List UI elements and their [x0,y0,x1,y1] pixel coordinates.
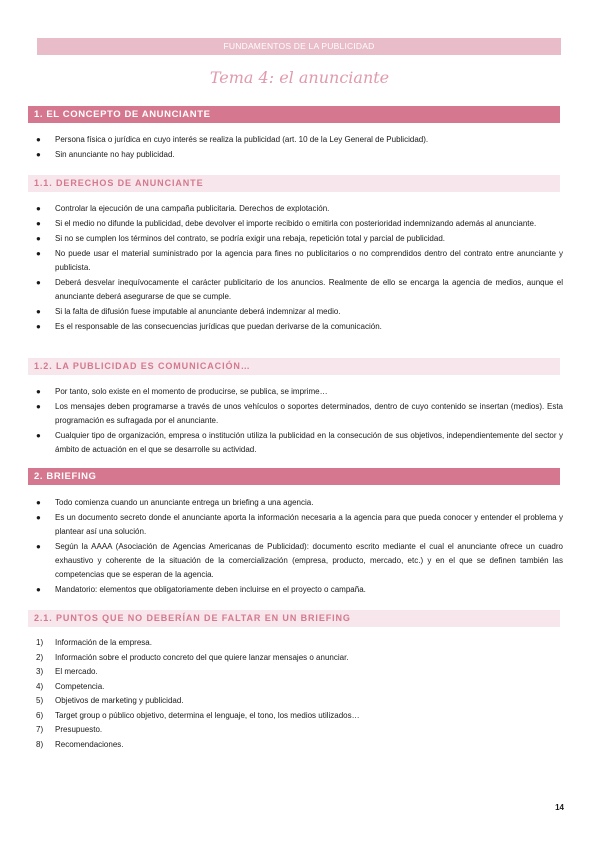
bullet-icon: ● [36,542,41,551]
list-item [36,723,563,738]
list-item-text: Si el medio no difunde la publicidad, debe devolver el importe recibido o emitirla con posterioridad indemnizando además al anunciante. [55,219,537,228]
list-item [36,583,563,597]
list-item-text: Persona física o jurídica en cuyo interés se realiza la publicidad (art. 10 de la Ley General de Publicidad). [55,135,429,144]
bullet-icon: ● [36,585,41,594]
list-item [36,385,563,399]
list-item-text: Todo comienza cuando un anunciante entrega un briefing a una agencia. [55,498,314,507]
bullet-list-briefing [36,496,563,598]
list-item [36,276,563,304]
list-item-text: Deberá desvelar inequívocamente el carácter publicitario de los anuncios. Realmente de ello se encarga la agencia de medios, aunque el anunciante deberá asegurarse de que se cumple. [55,278,563,301]
list-item-text: Presupuesto. [55,725,103,734]
list-item-text: Es el responsable de las consecuencias jurídicas que puedan derivarse de la comunicación. [55,322,382,331]
bullet-list-concepto [36,133,563,163]
list-item [36,247,563,275]
list-item [36,133,563,147]
subsection-heading-derechos: 1.1. DERECHOS DE ANUNCIANTE [28,175,560,192]
bullet-icon: ● [36,498,41,507]
list-item-text: Según la AAAA (Asociación de Agencias Americanas de Publicidad): documento escrito mediante el cual el anunciante ofrece un cuadro exhaustivo y coherente de la situación de la comercialización (empresa, producto, mercado, etc.) y en el que se definen también las competencias que se esperan de la agencia. [55,542,563,579]
list-number: 6) [36,710,44,720]
list-item-text: Controlar la ejecución de una campaña publicitaria. Derechos de explotación. [55,204,330,213]
list-item [36,400,563,428]
list-number: 2) [36,652,44,662]
list-item-text: Mandatorio: elementos que obligatoriamente deben incluirse en el proyecto o campaña. [55,585,366,594]
bullet-icon: ● [36,387,41,396]
list-item [36,680,563,695]
bullet-icon: ● [36,431,41,440]
list-item [36,540,563,582]
bullet-icon: ● [36,322,41,331]
section-heading-briefing: 2. BRIEFING [28,468,560,485]
list-item [36,320,563,334]
bullet-icon: ● [36,307,41,316]
list-item [36,202,563,216]
page-number: 14 [555,803,564,812]
list-item [36,738,563,753]
list-item-text: Si la falta de difusión fuese imputable al anunciante deberá indemnizar al medio. [55,307,341,316]
list-item-text: Cualquier tipo de organización, empresa o institución utiliza la publicidad en la consecución de sus objetivos, independientemente del sector y ámbito de actuación en el que se desarrolle su actividad. [55,431,563,454]
list-item-text: Sin anunciante no hay publicidad. [55,150,175,159]
list-number: 8) [36,739,44,749]
bullet-icon: ● [36,249,41,258]
bullet-icon: ● [36,513,41,522]
list-item [36,694,563,709]
list-item-text: Por tanto, solo existe en el momento de producirse, se publica, se imprime… [55,387,328,396]
list-item [36,496,563,510]
list-item [36,429,563,457]
list-item-text: No puede usar el material suministrado por la agencia para fines no publicitarios o no comprendidos dentro del contrato entre anunciante y publicista. [55,249,563,272]
list-item-text: Es un documento secreto donde el anunciante aporta la información necesaria a la agencia para que pueda conocer y entender el problema y plantear así una solución. [55,513,563,536]
list-item [36,148,563,162]
subsection-heading-comunicacion: 1.2. LA PUBLICIDAD ES COMUNICACIÓN… [28,358,560,375]
bullet-icon: ● [36,402,41,411]
page-title: Tema 4: el anunciante [209,68,390,87]
list-item-text: Los mensajes deben programarse a través de unos vehículos o soportes determinados, dentro de cuyo contenido se insertan (medios). Esta programación es sufragada por el anunciante. [55,402,563,425]
list-item-text: Objetivos de marketing y publicidad. [55,696,184,705]
bullet-icon: ● [36,278,41,287]
list-item-text: Target group o público objetivo, determina el lenguaje, el tono, los medios utilizados… [55,710,360,720]
list-item [36,651,563,666]
list-item-text: El mercado. [55,667,98,676]
bullet-icon: ● [36,234,41,243]
list-item [36,511,563,539]
list-number: 1) [36,638,44,647]
bullet-icon: ● [36,135,41,144]
list-item-text: Recomendaciones. [55,739,124,749]
course-header-bar: FUNDAMENTOS DE LA PUBLICIDAD [37,38,561,55]
list-number: 4) [36,681,44,691]
list-item-text: Si no se cumplen los términos del contrato, se podría exigir una rebaja, repetición total y parcial de publicidad. [55,234,445,243]
list-number: 7) [36,725,44,734]
bullet-list-derechos [36,202,563,335]
list-item [36,305,563,319]
section-heading-concepto: 1. EL CONCEPTO DE ANUNCIANTE [28,106,560,123]
bullet-list-comunicacion [36,385,563,458]
list-item-text: Información sobre el producto concreto del que quiere lanzar mensajes o anunciar. [55,652,349,662]
bullet-icon: ● [36,204,41,213]
list-item-text: Competencia. [55,681,105,691]
list-item [36,217,563,231]
list-item-text: Información de la empresa. [55,638,152,647]
list-item [36,636,563,651]
list-number: 3) [36,667,44,676]
list-item [36,709,563,724]
list-item [36,665,563,680]
list-number: 5) [36,696,44,705]
numbered-list-puntos [36,636,563,752]
list-item [36,232,563,246]
bullet-icon: ● [36,219,41,228]
subsection-heading-puntos: 2.1. PUNTOS QUE NO DEBERÍAN DE FALTAR EN UN BRIEFING [28,610,560,627]
bullet-icon: ● [36,150,41,159]
